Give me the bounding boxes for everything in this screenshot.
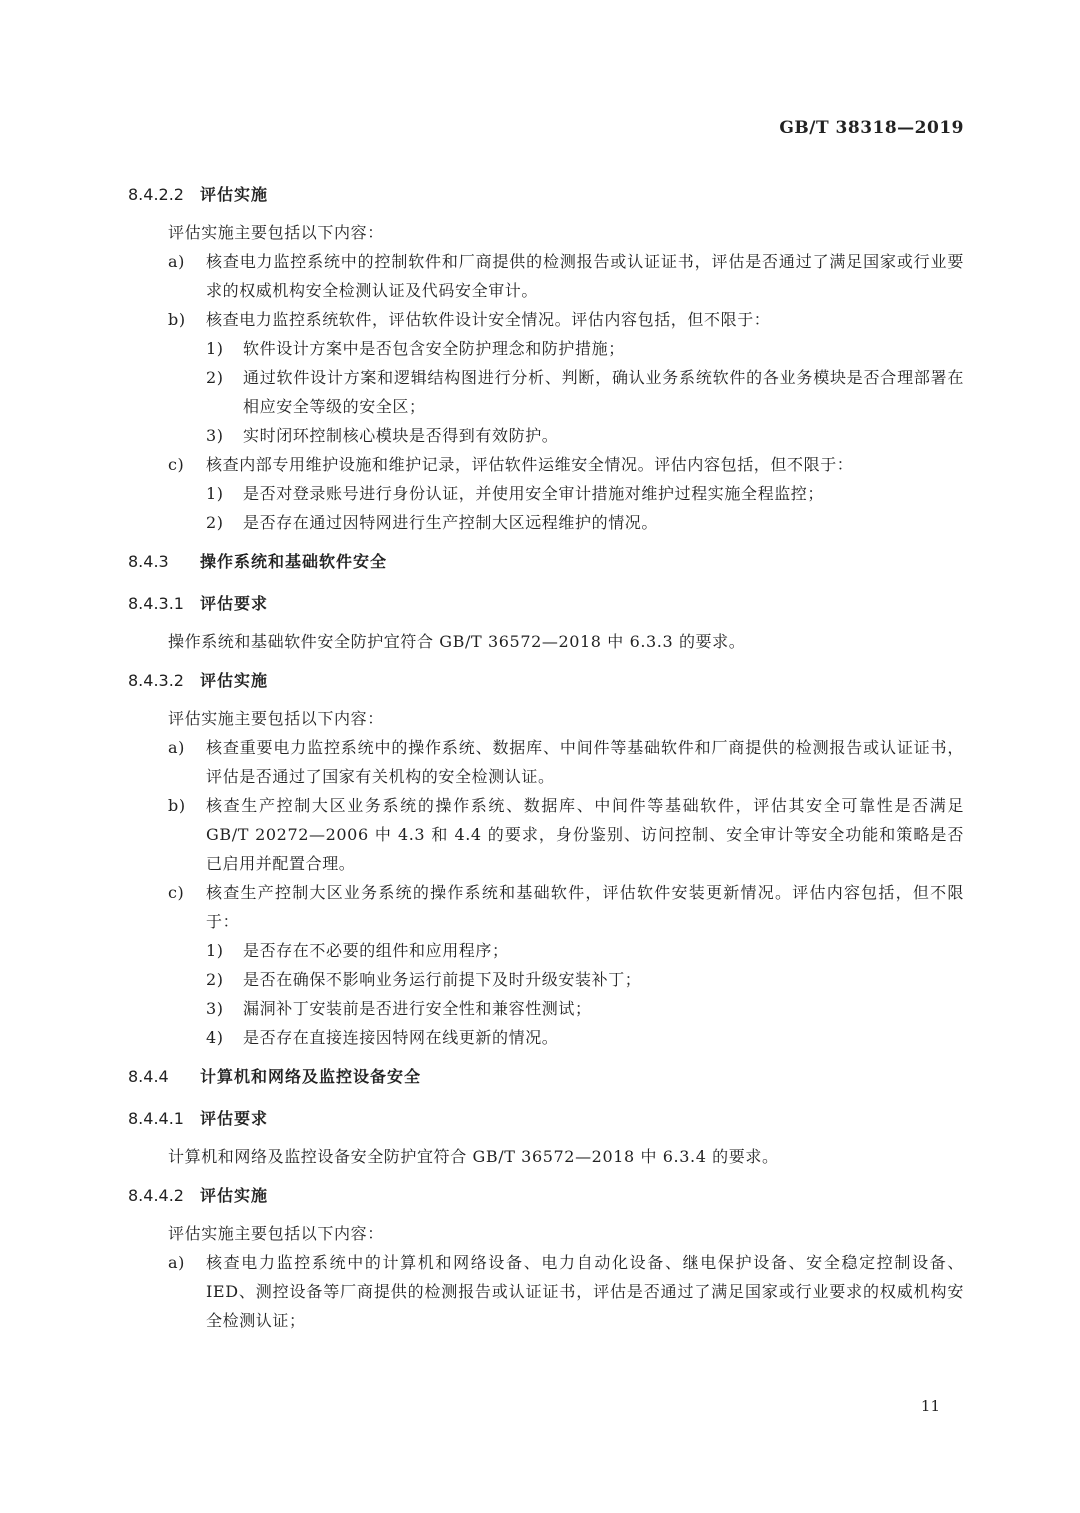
sub-list-marker: 3) <box>206 999 224 1018</box>
list-marker: c) <box>168 455 185 474</box>
list-item-text: 核查电力监控系统软件，评估软件设计安全情况。评估内容包括，但不限于： <box>206 310 771 329</box>
sub-list-marker: 1) <box>206 941 224 960</box>
list-item <box>128 878 964 936</box>
list-item-text: 核查电力监控系统中的控制软件和厂商提供的检测报告或认证证书，评估是否通过了满足国家或行业要求的权威机构安全检测认证及代码安全审计。 <box>206 252 964 300</box>
list-item <box>128 1248 964 1335</box>
sub-list-item <box>128 508 964 537</box>
list-item <box>128 791 964 878</box>
list-marker: a) <box>168 252 185 271</box>
document-code: GB/T 38318—2019 <box>779 118 964 138</box>
section-heading <box>128 545 964 579</box>
list-item-text: 核查电力监控系统中的计算机和网络设备、电力自动化设备、继电保护设备、安全稳定控制设备、IED、测控设备等厂商提供的检测报告或认证证书，评估是否通过了满足国家或行业要求的权威机构安全检测认证； <box>206 1253 964 1330</box>
section-number: 8.4.3 <box>128 552 169 571</box>
sub-list-item-text: 是否在确保不影响业务运行前提下及时升级安装补丁； <box>243 970 642 989</box>
sub-list-item <box>128 1023 964 1052</box>
section-heading <box>128 178 964 212</box>
list-item-text: 核查生产控制大区业务系统的操作系统和基础软件，评估软件安装更新情况。评估内容包括，但不限于： <box>206 883 964 931</box>
sub-list-marker: 2) <box>206 970 224 989</box>
section-intro: 计算机和网络及监控设备安全防护宜符合 GB/T 36572—2018 中 6.3.4 的要求。 <box>168 1147 779 1166</box>
list-marker: b) <box>168 796 186 815</box>
list-item <box>128 733 964 791</box>
section-heading <box>128 587 964 621</box>
page-number: 11 <box>920 1397 940 1415</box>
list-marker: a) <box>168 1253 185 1272</box>
section-title: 评估实施 <box>200 671 269 690</box>
section-intro: 评估实施主要包括以下内容： <box>168 709 384 728</box>
sub-list-item-text: 软件设计方案中是否包含安全防护理念和防护措施； <box>243 339 625 358</box>
section-intro: 评估实施主要包括以下内容： <box>168 223 384 242</box>
sub-list-marker: 2) <box>206 513 224 532</box>
section-title: 评估实施 <box>200 185 269 204</box>
section-number: 8.4.3.1 <box>128 594 184 613</box>
list-marker: c) <box>168 883 185 902</box>
list-item-text: 核查生产控制大区业务系统的操作系统、数据库、中间件等基础软件，评估其安全可靠性是否满足 GB/T 20272—2006 中 4.3 和 4.4 的要求，身份鉴别、访问控制、安全审计等安全功能和策略是否已启用并配置合理。 <box>206 796 964 873</box>
list-item-text: 核查重要电力监控系统中的操作系统、数据库、中间件等基础软件和厂商提供的检测报告或认证证书，评估是否通过了国家有关机构的安全检测认证。 <box>206 738 964 786</box>
sub-list-item <box>128 421 964 450</box>
section-number: 8.4.3.2 <box>128 671 184 690</box>
sub-list-item-text: 是否存在通过因特网进行生产控制大区远程维护的情况。 <box>243 513 659 532</box>
section-title: 操作系统和基础软件安全 <box>200 552 388 571</box>
section-intro: 评估实施主要包括以下内容： <box>168 1224 384 1243</box>
section-heading <box>128 1060 964 1094</box>
section-heading <box>128 664 964 698</box>
list-item-text: 核查内部专用维护设施和维护记录，评估软件运维安全情况。评估内容包括，但不限于： <box>206 455 854 474</box>
section-heading <box>128 1102 964 1136</box>
sub-list-item-text: 通过软件设计方案和逻辑结构图进行分析、判断，确认业务系统软件的各业务模块是否合理部署在相应安全等级的安全区； <box>243 368 964 416</box>
sub-list-item-text: 实时闭环控制核心模块是否得到有效防护。 <box>243 426 559 445</box>
section-number: 8.4.4.2 <box>128 1186 184 1205</box>
sub-list-item-text: 是否存在不必要的组件和应用程序； <box>243 941 509 960</box>
list-item <box>128 305 964 334</box>
sub-list-item <box>128 965 964 994</box>
sub-list-marker: 1) <box>206 484 224 503</box>
section-heading <box>128 1179 964 1213</box>
sub-list-item <box>128 363 964 421</box>
list-marker: b) <box>168 310 186 329</box>
sub-list-marker: 2) <box>206 368 224 387</box>
section-number: 8.4.4.1 <box>128 1109 184 1128</box>
section-intro: 操作系统和基础软件安全防护宜符合 GB/T 36572—2018 中 6.3.3 的要求。 <box>168 632 746 651</box>
sub-list-item <box>128 994 964 1023</box>
sub-list-item-text: 是否对登录账号进行身份认证，并使用安全审计措施对维护过程实施全程监控； <box>243 484 825 503</box>
list-item <box>128 450 964 479</box>
section-title: 评估要求 <box>200 1109 269 1128</box>
sub-list-item-text: 是否存在直接连接因特网在线更新的情况。 <box>243 1028 559 1047</box>
list-marker: a) <box>168 738 185 757</box>
sub-list-item-text: 漏洞补丁安装前是否进行安全性和兼容性测试； <box>243 999 592 1018</box>
sub-list-marker: 4) <box>206 1028 224 1047</box>
sub-list-marker: 3) <box>206 426 224 445</box>
section-title: 评估实施 <box>200 1186 269 1205</box>
section-number: 8.4.4 <box>128 1067 169 1086</box>
sub-list-item <box>128 334 964 363</box>
document-body <box>128 178 964 1335</box>
list-item <box>128 247 964 305</box>
section-title: 计算机和网络及监控设备安全 <box>200 1067 422 1086</box>
section-title: 评估要求 <box>200 594 269 613</box>
sub-list-item <box>128 479 964 508</box>
section-number: 8.4.2.2 <box>128 185 184 204</box>
sub-list-marker: 1) <box>206 339 224 358</box>
sub-list-item <box>128 936 964 965</box>
